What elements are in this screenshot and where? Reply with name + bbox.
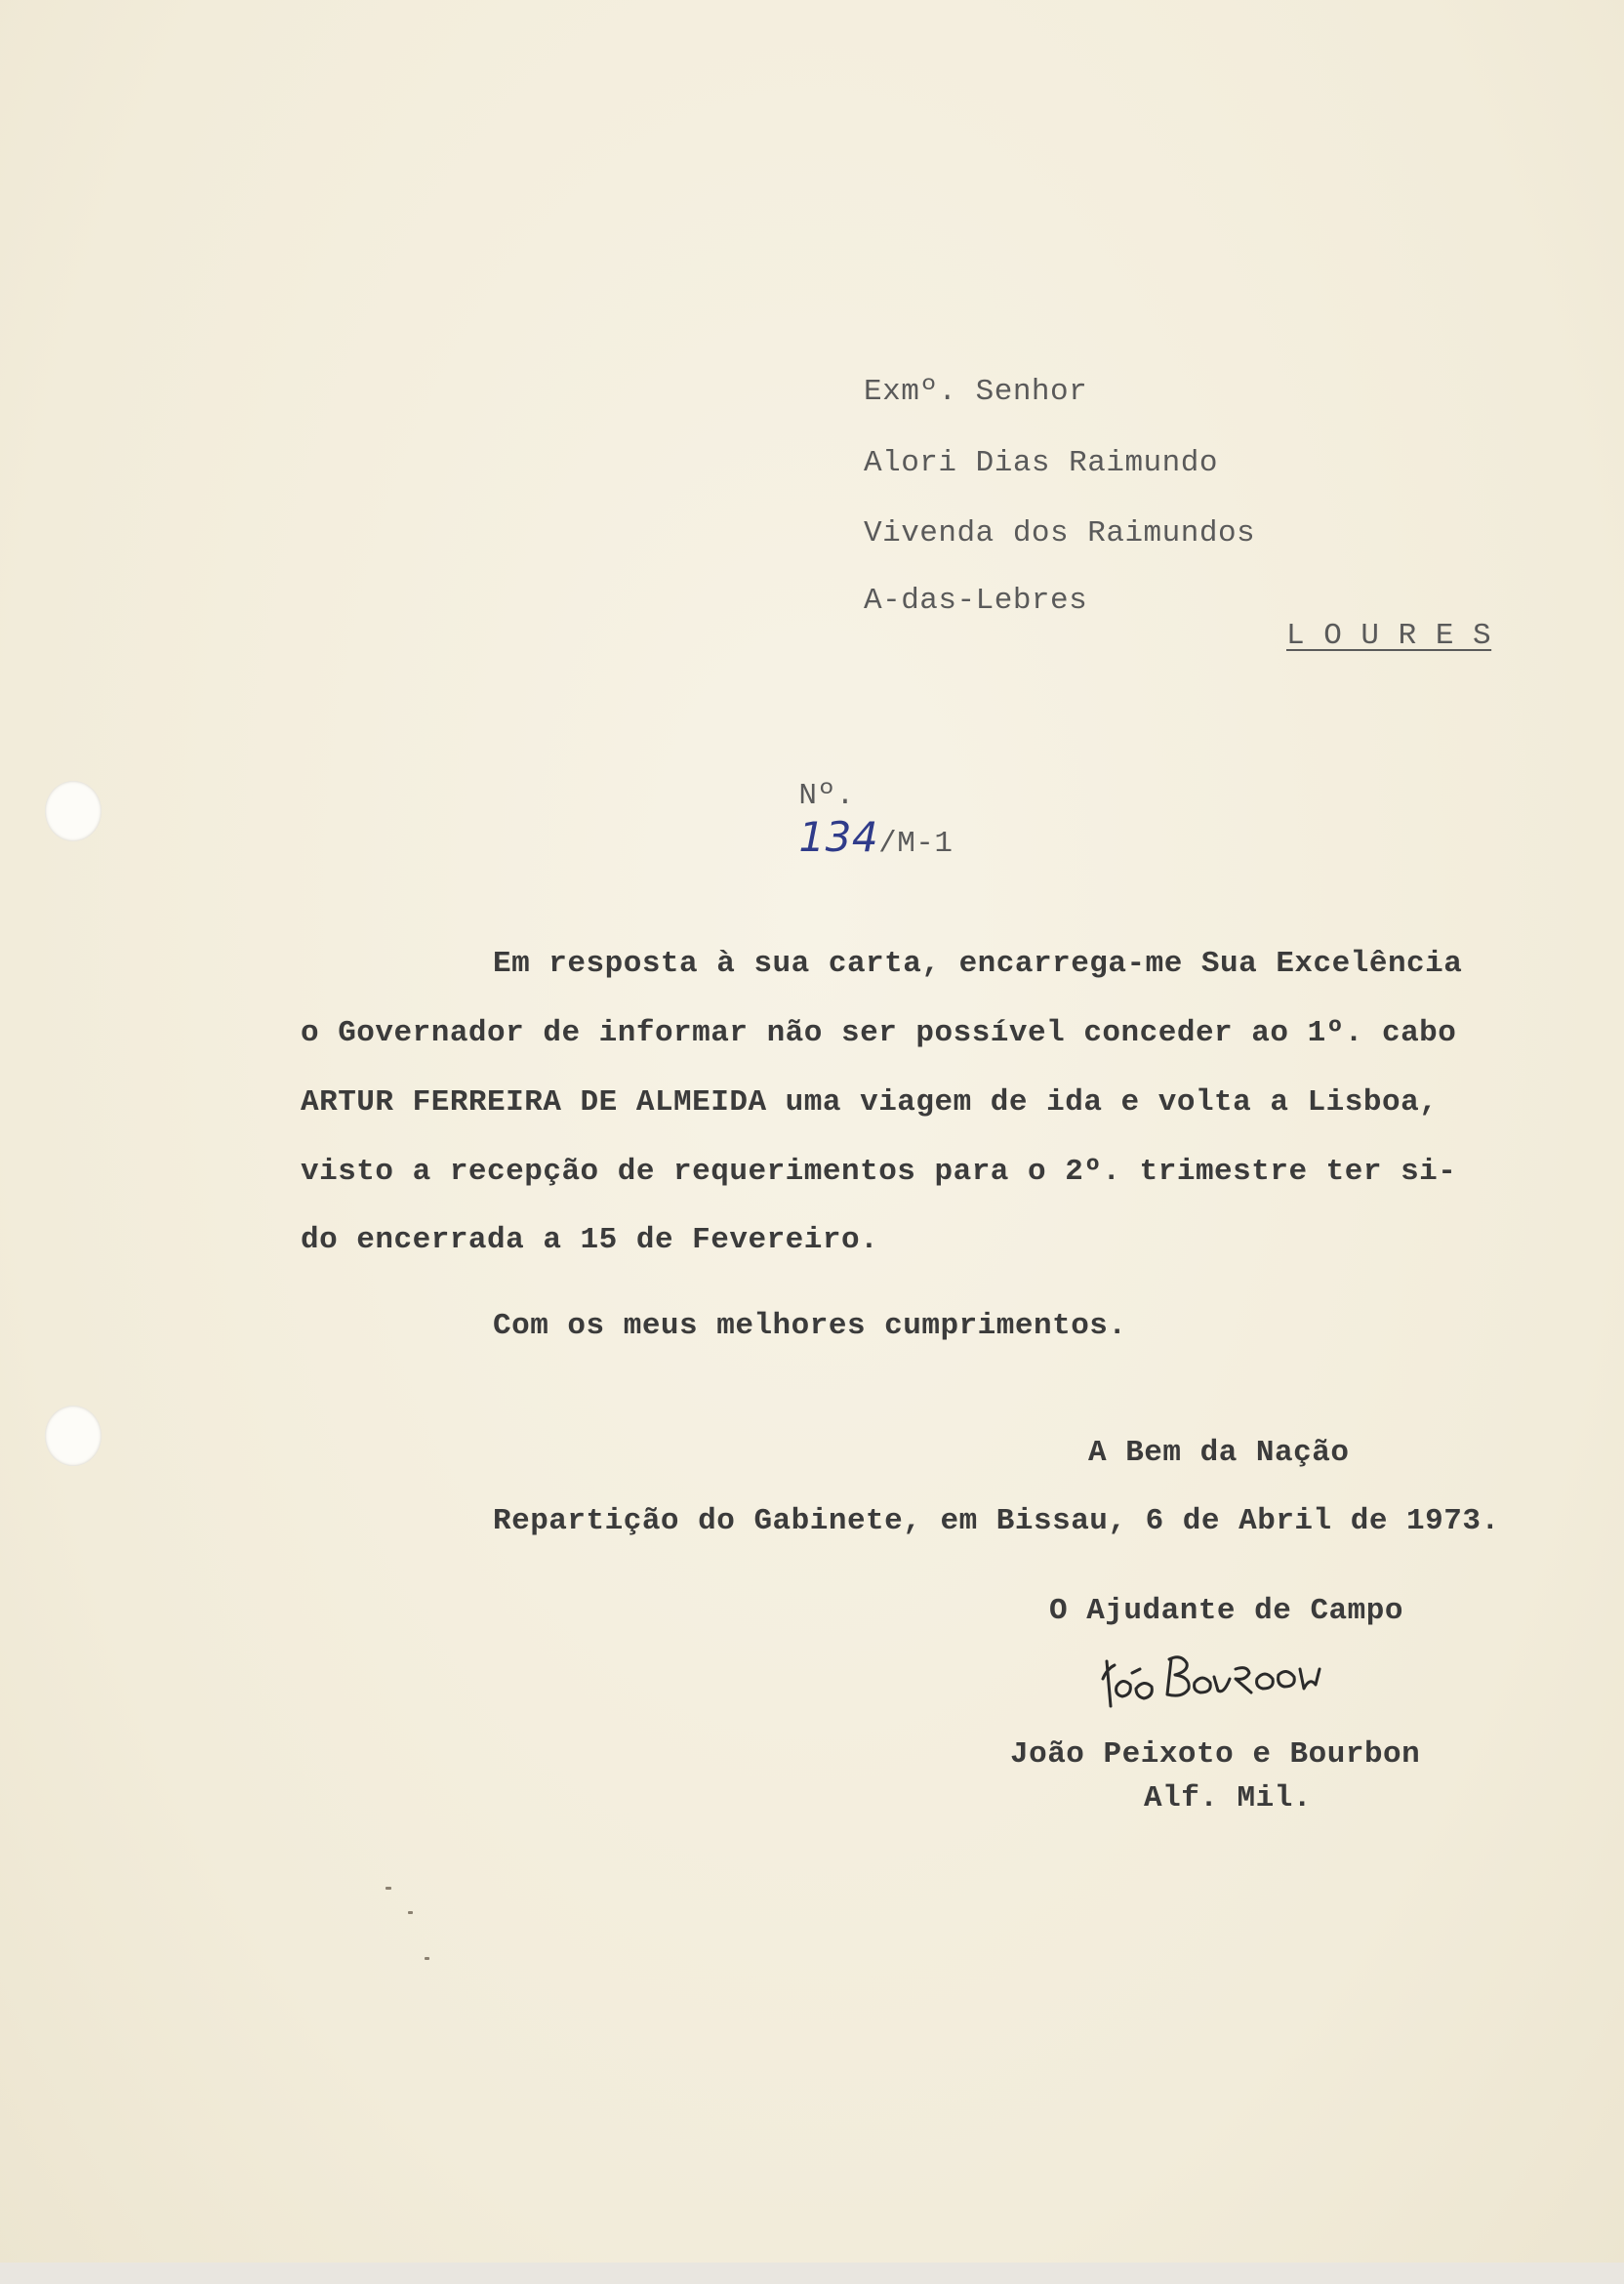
recipient-locality: A-das-Lebres bbox=[864, 584, 1088, 618]
recipient-name: Alori Dias Raimundo bbox=[864, 446, 1218, 480]
body-line-4: visto a recepção de requerimentos para o 2º. trimestre ter si- bbox=[301, 1155, 1457, 1189]
body-line-1: Em resposta à sua carta, encarrega-me Sua Excelência bbox=[493, 947, 1463, 981]
punch-hole-top bbox=[45, 781, 102, 841]
reference-prefix: Nº. bbox=[798, 779, 855, 813]
scan-bottom-edge bbox=[0, 2263, 1624, 2284]
paper-speck bbox=[425, 1957, 429, 1960]
paper-speck bbox=[386, 1887, 391, 1890]
closing-line: Com os meus melhores cumprimentos. bbox=[493, 1309, 1127, 1343]
body-line-5: do encerrada a 15 de Fevereiro. bbox=[301, 1223, 879, 1257]
motto: A Bem da Nação bbox=[1088, 1436, 1350, 1470]
recipient-salutation: Exmº. Senhor bbox=[864, 375, 1088, 409]
paper-speck bbox=[408, 1911, 413, 1914]
handwritten-signature bbox=[1093, 1640, 1386, 1728]
recipient-city: L O U R E S bbox=[1286, 619, 1492, 653]
reference-number bbox=[724, 745, 954, 895]
signer-role: O Ajudante de Campo bbox=[1049, 1594, 1403, 1628]
body-line-3: ARTUR FERREIRA DE ALMEIDA uma viagem de ida e volta a Lisboa, bbox=[301, 1085, 1439, 1120]
signer-name: João Peixoto e Bourbon bbox=[1010, 1737, 1421, 1772]
reference-suffix: /M-1 bbox=[878, 827, 954, 861]
reference-handwritten-number: 134 bbox=[798, 813, 879, 861]
signer-rank: Alf. Mil. bbox=[1144, 1781, 1312, 1815]
body-line-2: o Governador de informar não ser possível conceder ao 1º. cabo bbox=[301, 1016, 1457, 1050]
place-date: Repartição do Gabinete, em Bissau, 6 de Abril de 1973. bbox=[493, 1504, 1500, 1538]
recipient-residence: Vivenda dos Raimundos bbox=[864, 516, 1256, 551]
punch-hole-bottom bbox=[45, 1406, 102, 1466]
